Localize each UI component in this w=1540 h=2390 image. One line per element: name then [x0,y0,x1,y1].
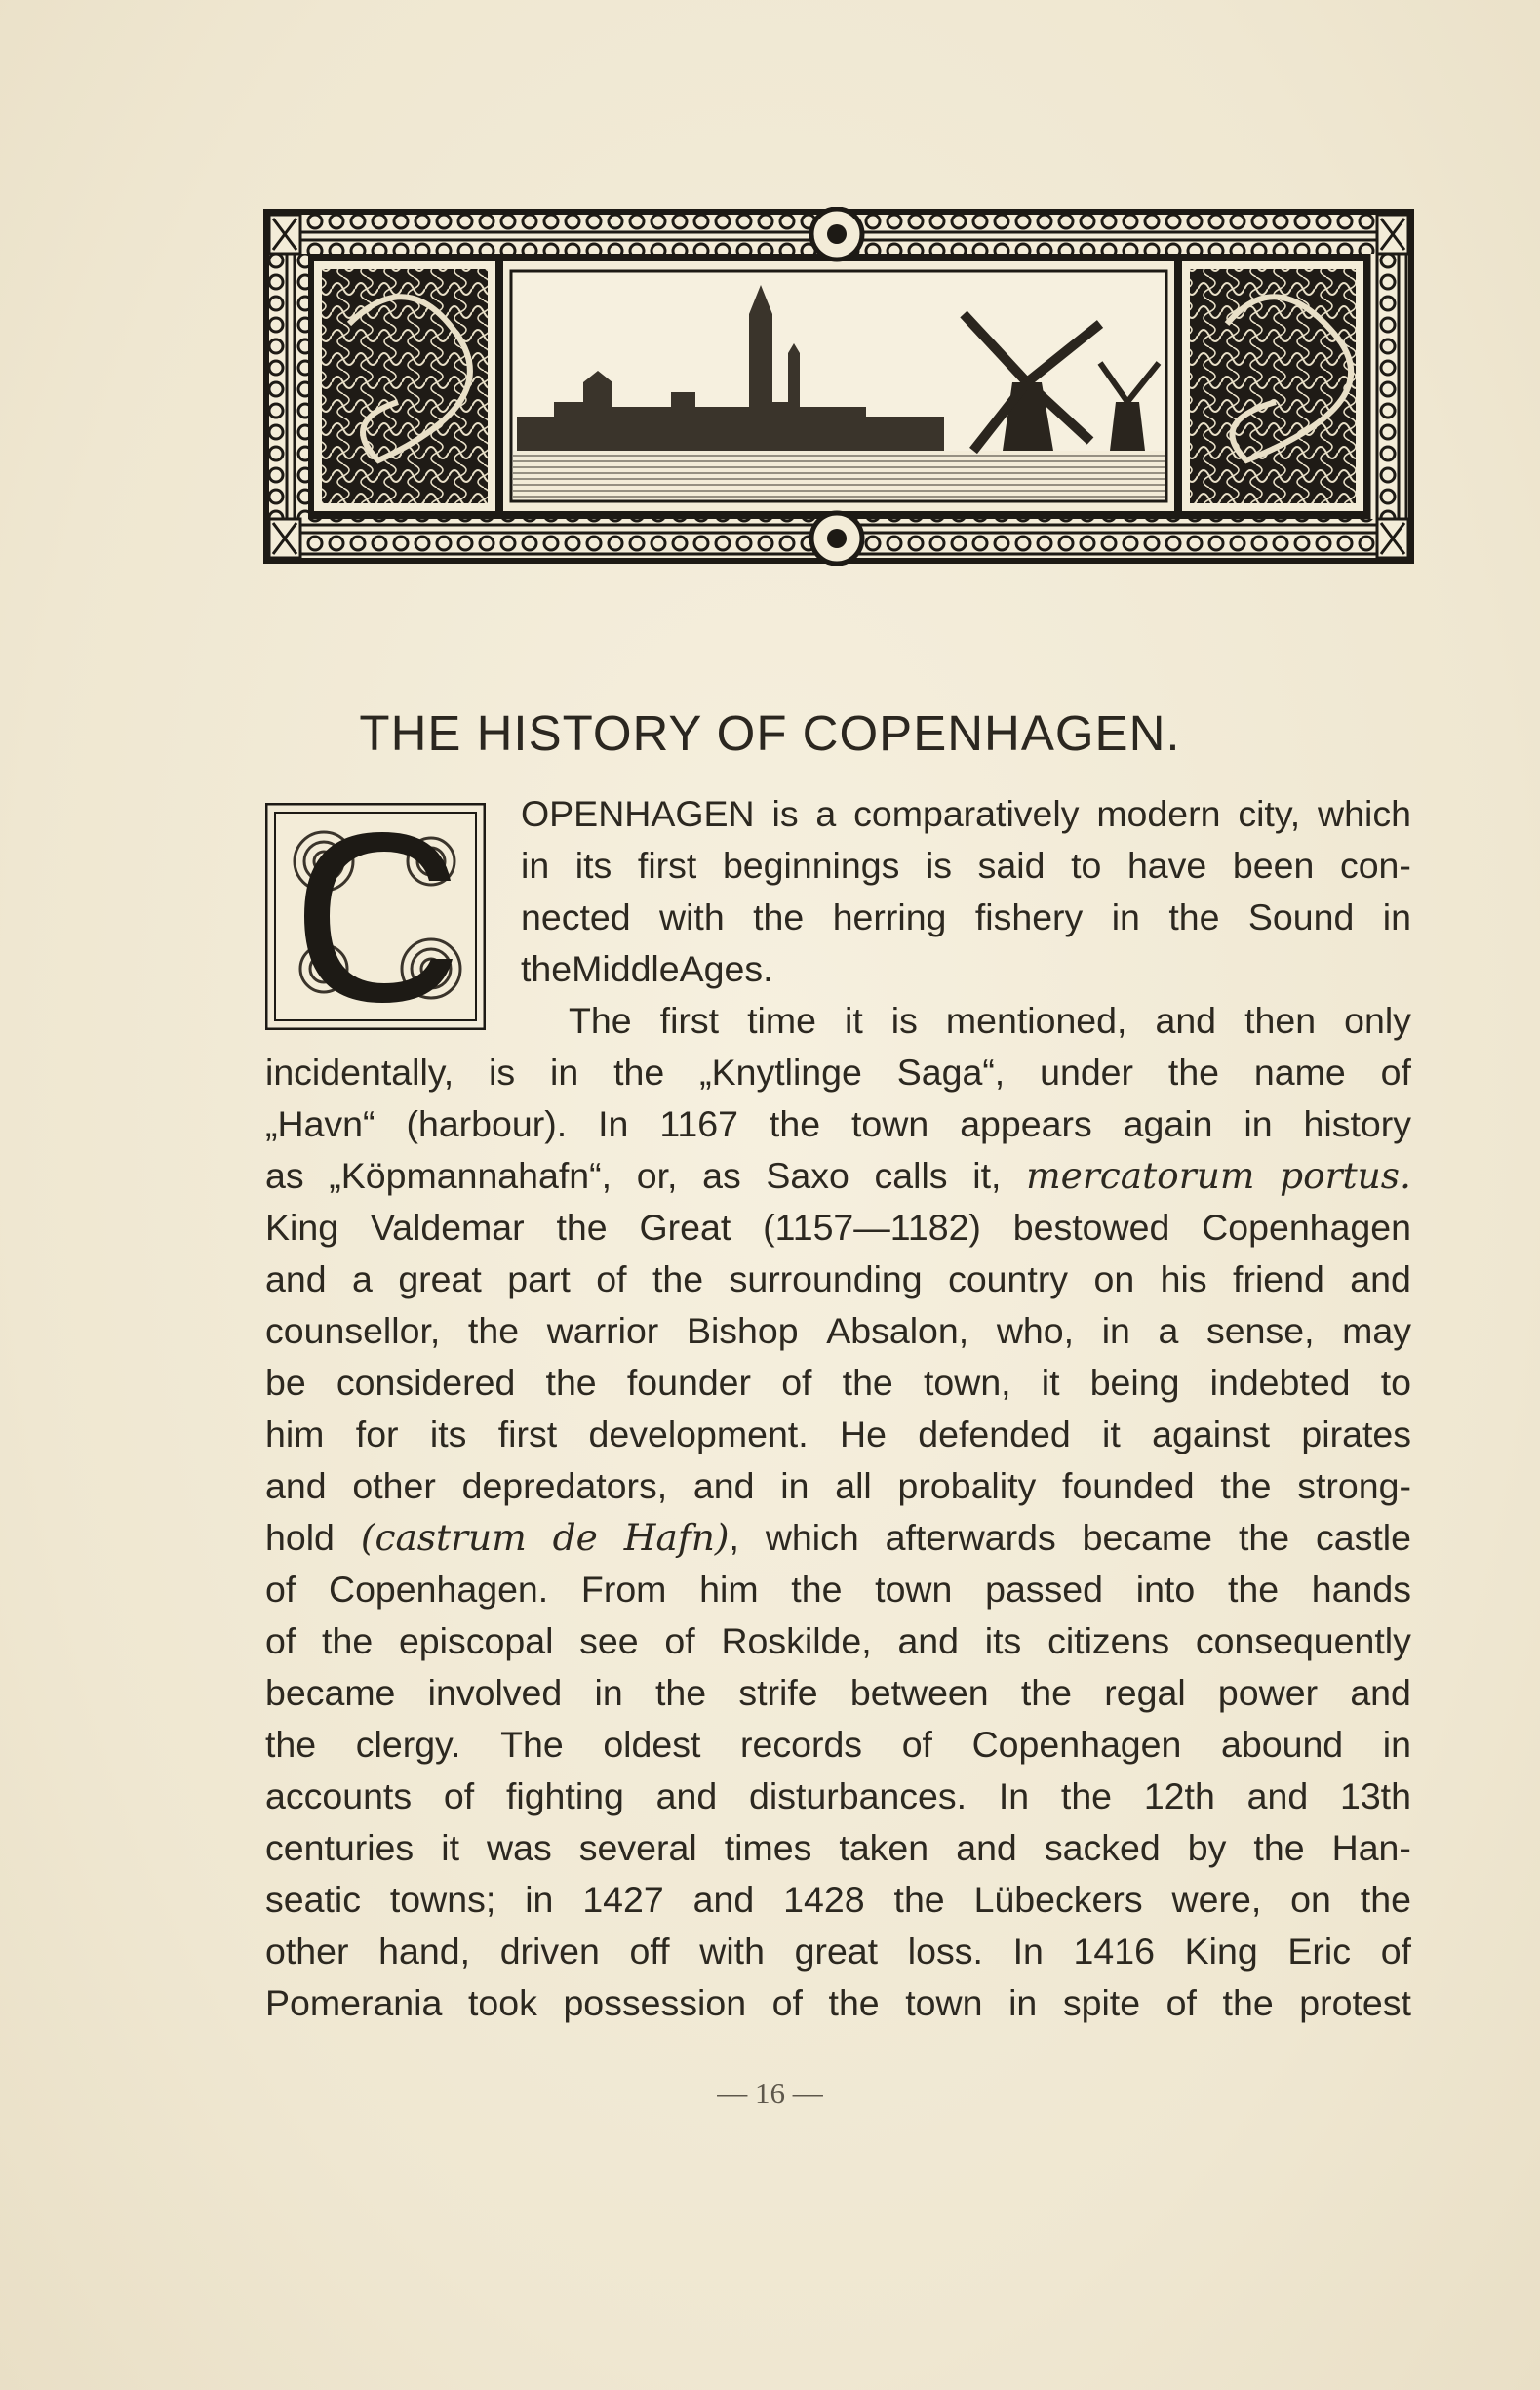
text-line: seatic towns; in 1427 and 1428 the Lübeckers were, on the [265,1879,1411,1920]
text-line: King Valdemar the Great (1157—1182) bestowed Copenhagen [265,1207,1411,1248]
text-line: The first time it is mentioned, and then only [569,1000,1411,1041]
text-line: the clergy. The oldest records of Copenhagen abound in [265,1724,1411,1765]
text-line: other hand, driven off with great loss. In 1416 King Eric of [265,1931,1411,1972]
text-line: of the episcopal see of Roskilde, and its citizens consequently [265,1620,1411,1661]
text-line: hold (castrum de Hafn), which afterwards became the castle [265,1516,1411,1559]
text-line: OPENHAGEN is a comparatively modern city, which [521,793,1411,834]
text-line: counsellor, the warrior Bishop Absalon, who, in a sense, may [265,1310,1411,1351]
text-line: centuries it was several times taken and sacked by the Han- [265,1827,1411,1868]
text-line: incidentally, is in the „Knytlinge Saga“, under the name of [265,1052,1411,1093]
text-line: him for its first development. He defended it against pirates [265,1414,1411,1454]
text-line: accounts of fighting and disturbances. In the 12th and 13th [265,1775,1411,1816]
text-line: Pomerania took possession of the town in spite of the protest [265,1982,1411,2023]
text-line: and other depredators, and in all probality founded the strong- [265,1465,1411,1506]
text-line: became involved in the strife between the regal power and [265,1672,1411,1713]
text-line: nected with the herring fishery in the Sound in [521,896,1411,937]
page-number: — 16 — [717,2076,823,2110]
text-line: as „Köpmannahafn“, or, as Saxo calls it, mercatorum portus. [265,1154,1411,1197]
text-line: the Middle Ages. [521,948,773,989]
text-line: be considered the founder of the town, it being indebted to [265,1362,1411,1403]
body-text [265,788,1411,2029]
text-line: and a great part of the surrounding country on his friend and [265,1258,1411,1299]
text-line: in its first beginnings is said to have been con- [521,845,1411,886]
header-engraving [261,207,1416,566]
text-line: „Havn“ (harbour). In 1167 the town appears again in history [265,1103,1411,1144]
text-line: of Copenhagen. From him the town passed into the hands [265,1569,1411,1610]
chapter-title: THE HISTORY OF COPENHAGEN. [359,705,1181,761]
